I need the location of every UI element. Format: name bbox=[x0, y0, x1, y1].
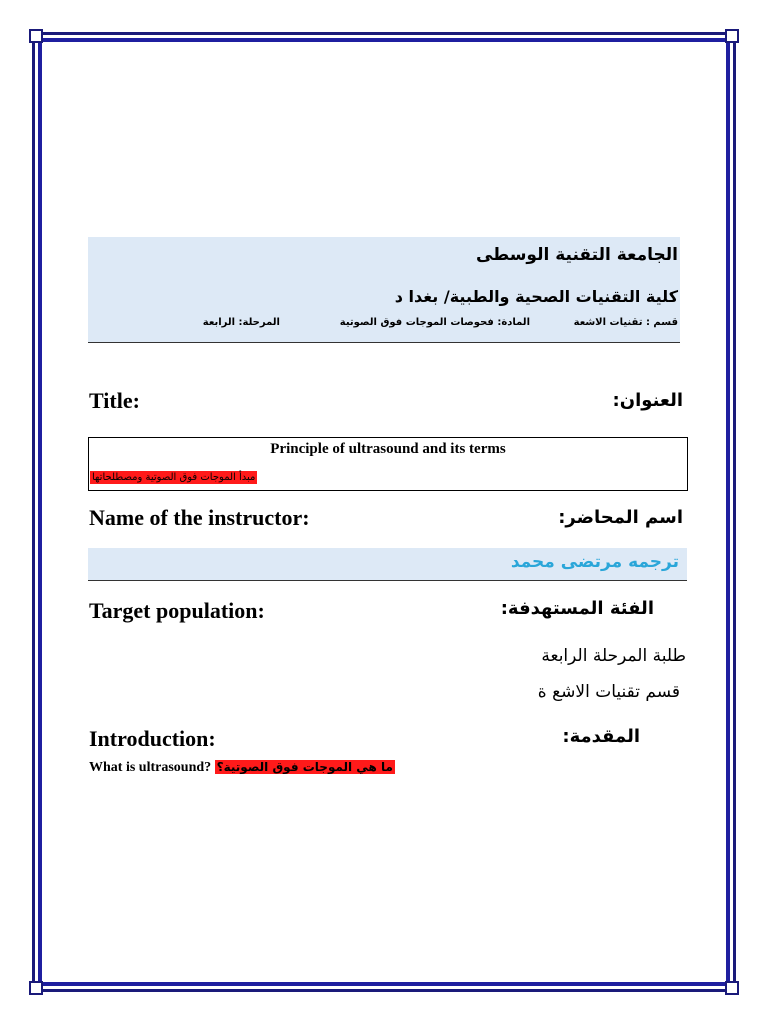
title-label-en: Title: bbox=[89, 388, 140, 413]
intro-question-ar: ما هي الموجات فوق الصوتية؟ bbox=[216, 760, 393, 774]
instructor-name: ترجمه مرتضى محمد bbox=[510, 552, 679, 572]
department-label: قسم : تقنيات الاشعة bbox=[573, 317, 678, 328]
instructor-label-en: Name of the instructor: bbox=[89, 505, 310, 530]
lecture-title-en: Principle of ultrasound and its terms bbox=[270, 441, 506, 457]
intro-question bbox=[89, 760, 395, 776]
title-label-ar: العنوان: bbox=[612, 390, 683, 411]
college-name: كلية التقنيات الصحية والطبية/ بغدا د bbox=[394, 287, 678, 306]
target-line-1: طلبة المرحلة الرابعة bbox=[541, 646, 686, 666]
document-header bbox=[88, 237, 680, 343]
intro-question-en: What is ultrasound? bbox=[89, 760, 212, 775]
target-label-ar: الفئة المستهدفة: bbox=[500, 598, 654, 619]
university-name: الجامعة التقنية الوسطى bbox=[475, 245, 678, 265]
target-label-en: Target population: bbox=[89, 598, 265, 623]
stage-label: المرحلة: الرابعة bbox=[202, 317, 280, 328]
lecture-title-ar: مبدأ الموجات فوق الصوتية ومصطلحاتها bbox=[92, 472, 256, 483]
target-line-2: قسم تقنيات الاشع ة bbox=[537, 682, 680, 702]
border-corner bbox=[725, 29, 739, 43]
title-box bbox=[88, 437, 688, 491]
introduction-label-ar: المقدمة: bbox=[562, 726, 640, 747]
subject-label: المادة: فحوصات الموجات فوق الصوتية bbox=[339, 317, 530, 328]
instructor-label-ar: اسم المحاضر: bbox=[558, 507, 683, 528]
introduction-label-en: Introduction: bbox=[89, 726, 216, 751]
border-corner bbox=[725, 981, 739, 995]
border-corner bbox=[29, 29, 43, 43]
instructor-bar bbox=[88, 548, 687, 581]
border-corner bbox=[29, 981, 43, 995]
